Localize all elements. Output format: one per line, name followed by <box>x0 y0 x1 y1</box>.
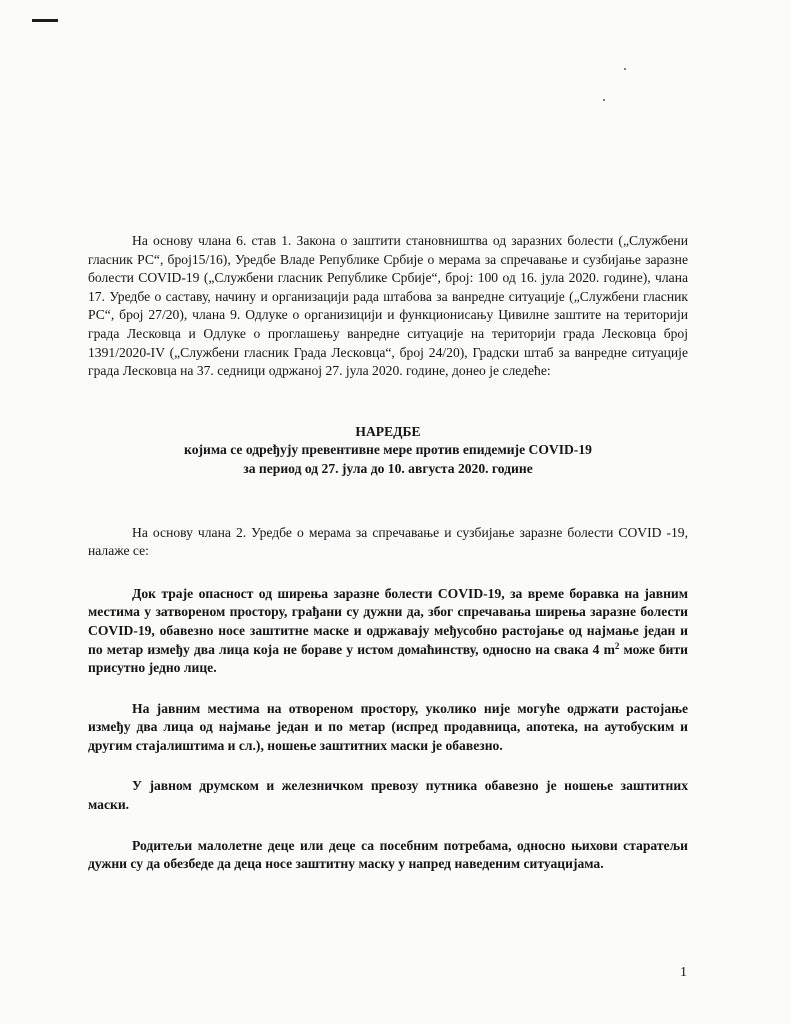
scan-speck <box>603 99 605 101</box>
measure-indoor-text: Док траје опасност од ширења заразне болести COVID-19, за време боравка на јавним местима у затвореном простору, грађани су дужни да, због спречавања ширења заразне болести COVID-19, обавезно носе заштитне маске и одржавају међусобно растојање од најмање један и по метар између два лица која не бораве у истом домаћинству, односно на свака 4 m <box>88 585 688 657</box>
title-period: за период од 27. јула до 10. августа 2020. године <box>243 460 533 476</box>
measure-indoor <box>88 585 688 678</box>
title-main: НАРЕДБЕ <box>355 423 421 439</box>
scan-speck <box>624 68 626 70</box>
intro-paragraph: На основу члана 6. став 1. Закона о заштити становништва од заразних болести („Службени гласник РС“, број15/16), Уредбе Владе Републике Србије о мерама за спречавање и сузбијање заразне болести COVID-19 („Службени гласник Републике Србије“, број: 100 од 16. јула 2020. године), члана 17. Уредбе о саставу, начину и организацији рада штабова за ванредне ситуације („Службени гласник РС“, број 27/20), члана 9. Одлуке о организицији и функционисању Цивилне заштите на територији града Лесковца и Одлуке о проглашењу ванредне ситуације на територији града Лесковца број 1391/2020-IV („Службени гласник Града Лесковца“, број 24/20), Градски штаб за ванредне ситуације града Лесковца на 37. седници одржаној 27. јула 2020. године, донео је следеће: <box>88 233 688 379</box>
title-subtitle: којима се одређују превентивне мере против епидемије COVID-19 <box>184 442 592 458</box>
measure-children: Родитељи малолетне деце или деце са посебним потребама, односно њихови старатељи дужни су да обезбеде да деца носе заштитну маску у напред наведеним ситуацијама. <box>88 837 688 872</box>
document-body <box>88 232 688 874</box>
page-number: 1 <box>680 965 687 980</box>
measure-indoor-tail: може бити присутно једно лице. <box>88 641 688 676</box>
document-title <box>88 423 688 479</box>
measure-outdoor: На јавним местима на отвореном простору, уколико није могуће одржати растојање између два лица од најмање један и по метар (испред продавница, апотека, на аутобуским и другим стајалиштима и сл.), ношење заштитних маски је обавезно. <box>88 700 688 753</box>
measure-transport: У јавном друмском и железничком превозу путника обавезно је ношење заштитних маски. <box>88 778 688 813</box>
scan-mark <box>32 19 58 22</box>
legal-basis-paragraph: На основу члана 2. Уредбе о мерама за спречавање и сузбијање заразне болести COVID -19, налаже се: <box>88 524 688 559</box>
square-meter-sup: 2 <box>614 640 620 651</box>
